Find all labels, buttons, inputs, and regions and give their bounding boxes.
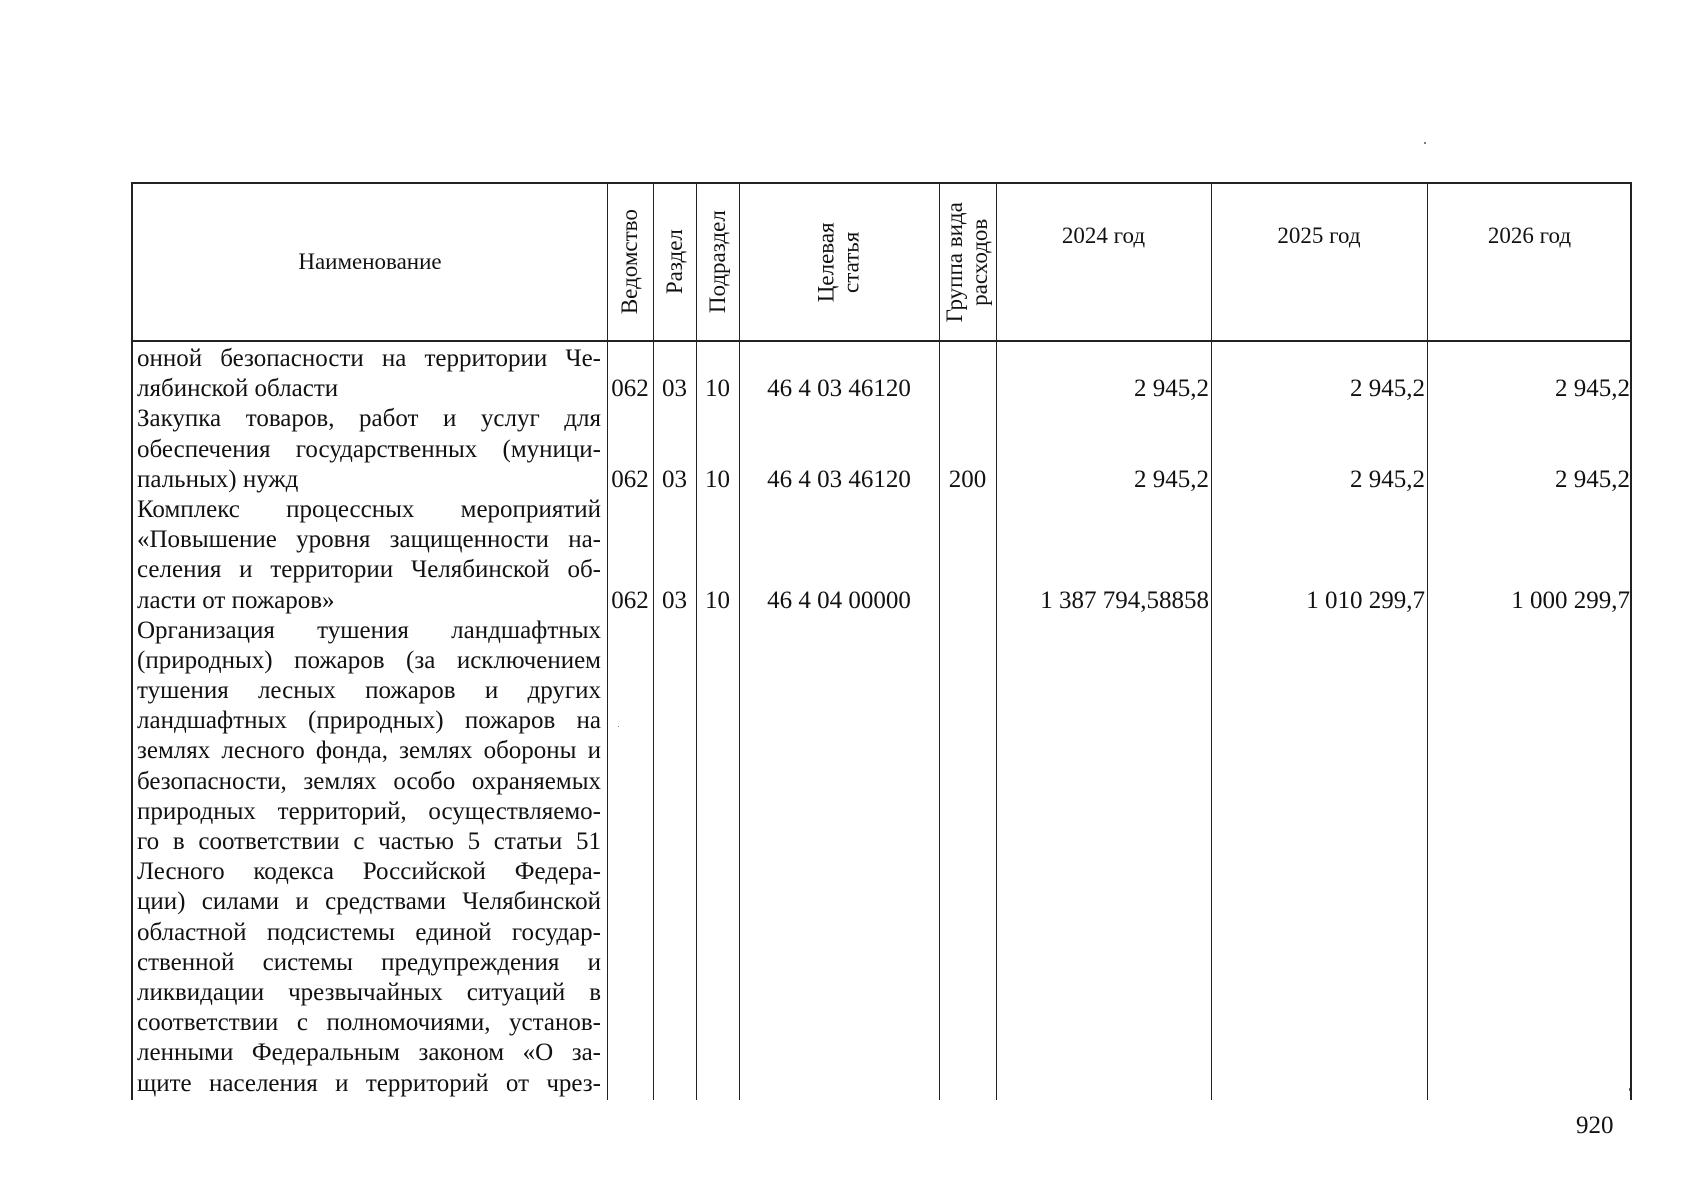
scan-speck: [1424, 142, 1426, 144]
header-section: [653, 184, 696, 340]
name-line: лябинской области: [137, 375, 339, 403]
header-2024-text: 2024 год: [1061, 223, 1146, 249]
row2-expense-group: 200: [948, 466, 987, 493]
row1-2026: 2 945,2: [1555, 375, 1630, 402]
col-divider-2025: [1427, 184, 1428, 1100]
name-line: обеспечения государственных (муници-: [137, 435, 601, 463]
name-column-text: [137, 344, 601, 1099]
header-expense-group: [939, 184, 996, 340]
header-2025: [1211, 158, 1427, 314]
budget-table: [131, 182, 1632, 1100]
name-line: ственной системы предупреждения и: [137, 948, 601, 976]
name-line: онной безопасности на территории Че-: [137, 345, 601, 372]
col-divider-2024: [1211, 184, 1212, 1100]
scan-speck: [618, 726, 619, 727]
name-line: (природных) пожаров (за исключением: [137, 646, 601, 674]
row1-2024: 2 945,2: [1134, 375, 1209, 402]
row2-2026: 2 945,2: [1555, 466, 1630, 493]
row1-2025: 2 945,2: [1350, 375, 1425, 402]
header-2026-text: 2026 год: [1487, 223, 1572, 249]
name-line: ции) силами и средствами Челябинской: [137, 888, 601, 916]
row1-department: 062: [611, 375, 649, 402]
header-name-text: Наименование: [298, 249, 442, 275]
name-line: ленными Федеральным законом «О за-: [137, 1039, 601, 1067]
row2-department: 062: [611, 466, 649, 493]
row1-target-item: 46 4 03 46120: [767, 375, 911, 402]
col-divider-expense-group: [996, 184, 997, 1100]
row2-target-item: 46 4 03 46120: [767, 466, 911, 493]
header-2024: [996, 158, 1211, 314]
header-2026: [1427, 158, 1632, 314]
name-line: природных территорий, осуществляемо-: [137, 797, 601, 825]
row3-target-item: 46 4 04 00000: [767, 587, 911, 614]
row2-subsection: 10: [705, 466, 730, 493]
header-bottom-line: [133, 340, 1630, 342]
header-section-text: Раздел: [661, 229, 687, 295]
header-target-item-text: [814, 222, 865, 302]
header-expense-line2: расходов: [967, 218, 993, 306]
header-target-line1: Целевая: [813, 222, 839, 302]
name-line: соответствии с полномочиями, установ-: [137, 1009, 601, 1037]
page-number: 920: [1576, 1112, 1614, 1139]
row2-2024: 2 945,2: [1134, 466, 1209, 493]
header-2025-text: 2025 год: [1277, 223, 1361, 249]
header-name: [133, 184, 607, 340]
name-line: пальных) нужд: [137, 465, 299, 493]
scan-speck: [1629, 1088, 1630, 1091]
name-line: «Повышение уровня защищенности на-: [137, 526, 601, 554]
header-target-line2: статья: [838, 231, 864, 293]
name-line: Закупка товаров, работ и услуг для: [137, 405, 601, 433]
name-line: тушения лесных пожаров и других: [137, 677, 601, 705]
name-line: го в соответствии с частью 5 статьи 51: [137, 828, 601, 855]
header-department-text: Ведомство: [617, 209, 643, 315]
name-line: безопасности, землях особо охраняемых: [137, 767, 601, 795]
header-department: [607, 184, 653, 340]
header-target-item: [739, 184, 939, 340]
name-line: землях лесного фонда, землях обороны и: [137, 737, 601, 765]
header-subsection: [696, 184, 739, 340]
name-line: ландшафтных (природных) пожаров на: [137, 707, 601, 735]
row3-department: 062: [611, 587, 649, 614]
name-line: щите населения и территорий от чрез-: [137, 1069, 601, 1097]
name-line: ласти от пожаров»: [137, 586, 335, 614]
name-line: селения и территории Челябинской об-: [137, 556, 601, 584]
name-line: областной подсистемы единой государ-: [137, 918, 601, 946]
header-expense-line1: Группа вида: [942, 201, 968, 323]
name-line: Организация тушения ландшафтных: [137, 616, 601, 644]
row2-2025: 2 945,2: [1350, 466, 1425, 493]
name-line: Комплекс процессных мероприятий: [137, 495, 601, 523]
row3-2026: 1 000 299,7: [1511, 587, 1630, 614]
row2-section: 03: [662, 466, 687, 493]
name-line: ликвидации чрезвычайных ситуаций в: [137, 978, 601, 1006]
row3-section: 03: [662, 587, 687, 614]
row1-subsection: 10: [705, 375, 730, 402]
header-subsection-text: Подраздел: [704, 210, 730, 314]
name-line: Лесного кодекса Российской Федера-: [137, 858, 601, 886]
row3-subsection: 10: [705, 587, 730, 614]
header-expense-group-text: [942, 202, 993, 322]
row3-2025: 1 010 299,7: [1306, 587, 1425, 614]
row1-section: 03: [662, 375, 687, 402]
row3-2024: 1 387 794,58858: [1040, 587, 1209, 614]
